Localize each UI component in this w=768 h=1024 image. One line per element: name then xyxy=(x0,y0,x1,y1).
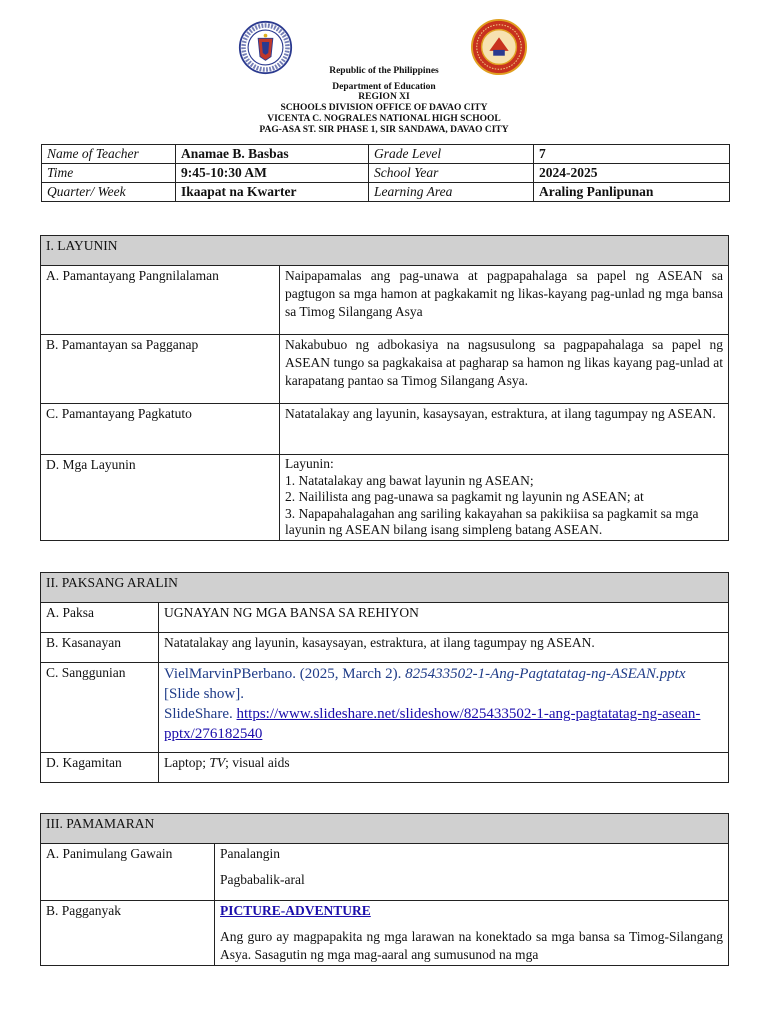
quarter-label: Quarter/ Week xyxy=(42,183,176,202)
section-title-layunin: I. LAYUNIN xyxy=(41,236,729,266)
picture-adventure-heading: PICTURE-ADVENTURE xyxy=(220,903,371,918)
layunin-d-item-2: 2. Naililista ang pag-unawa sa pagkamit ng layunin ng ASEAN; at xyxy=(285,489,644,504)
year-value: 2024-2025 xyxy=(534,164,730,183)
layunin-d-label: D. Mga Layunin xyxy=(41,455,280,541)
paksang-aralin-table xyxy=(40,572,729,783)
kagamitan-post: ; visual aids xyxy=(225,755,290,770)
picture-adventure-text: Ang guro ay magpapakita ng mga larawan na konektado sa mga bansa sa Timog-Silangang Asya. Sasagutin ng mga mag-aaral ang sumusunod na mga xyxy=(220,929,724,962)
reference-title: 825433502-1-Ang-Pagtatatag-ng-ASEAN.pptx xyxy=(405,666,686,682)
header-region: REGION XI xyxy=(358,92,410,102)
quarter-value: Ikaapat na Kwarter xyxy=(176,183,369,202)
pamamaran-a-label: A. Panimulang Gawain xyxy=(41,844,215,901)
reference-author: VielMarvinPBerbano. (2025, March 2). xyxy=(164,666,406,682)
teacher-value: Anamae B. Basbas xyxy=(176,145,369,164)
time-value: 9:45-10:30 AM xyxy=(176,164,369,183)
time-label: Time xyxy=(42,164,176,183)
layunin-d-item-3: 3. Napapahalagahan ang sariling kakayahan sa pakikiisa sa pagkamit sa mga layunin ng ASEAN bilang isang simpleng batang ASEAN. xyxy=(285,505,699,537)
layunin-table xyxy=(40,235,729,541)
teacher-label: Name of Teacher xyxy=(42,145,176,164)
layunin-c-label: C. Pamantayang Pagkatuto xyxy=(41,404,280,455)
layunin-a-label: A. Pamantayang Pangnilalaman xyxy=(41,266,280,335)
layunin-a-text: Naipapamalas ang pag-unawa at pagpapahalaga sa papel ng ASEAN sa pagtugon sa mga hamon at pagkakamit ng likas-kayang pag-unlad ng mga bansa sa Timog Silangang Asya xyxy=(280,266,729,335)
paksa-a-label: A. Paksa xyxy=(41,603,159,633)
header-department: Department of Education xyxy=(332,82,436,92)
paksa-d-cell xyxy=(159,753,729,783)
layunin-d-item-1: 1. Natatalakay ang bawat layunin ng ASEAN; xyxy=(285,472,534,488)
reference-site: SlideShare. xyxy=(164,706,237,722)
layunin-c-text: Natatalakay ang layunin, kasaysayan, estraktura, at ilang tagumpay ng ASEAN. xyxy=(280,404,729,455)
header-division: SCHOOLS DIVISION OFFICE OF DAVAO CITY xyxy=(280,103,488,113)
pamamaran-b-cell xyxy=(215,901,729,966)
panalangin-item: Panalangin xyxy=(220,846,280,861)
area-label: Learning Area xyxy=(369,183,534,202)
header-school: VICENTA C. NOGRALES NATIONAL HIGH SCHOOL xyxy=(267,114,501,124)
section-title-pamamaran: III. PAMAMARAN xyxy=(41,814,729,844)
layunin-b-label: B. Pamantayan sa Pagganap xyxy=(41,335,280,404)
paksa-b-text: Natatalakay ang layunin, kasaysayan, estraktura, at ilang tagumpay ng ASEAN. xyxy=(159,633,729,663)
area-value: Araling Panlipunan xyxy=(534,183,730,202)
year-label: School Year xyxy=(369,164,534,183)
grade-label: Grade Level xyxy=(369,145,534,164)
section-title-paksang-aralin: II. PAKSANG ARALIN xyxy=(41,573,729,603)
pamamaran-a-cell xyxy=(215,844,729,901)
reference-type: [Slide show]. xyxy=(164,686,244,702)
kagamitan-tv: TV xyxy=(209,755,226,770)
teacher-info-table xyxy=(41,144,730,202)
reference-url-link[interactable]: https://www.slideshare.net/slideshow/825433502-1-ang-pagtatatag-ng-asean-pptx/276182540 xyxy=(164,706,701,742)
paksa-d-label: D. Kagamitan xyxy=(41,753,159,783)
paksa-b-label: B. Kasanayan xyxy=(41,633,159,663)
pamamaran-table xyxy=(40,813,729,966)
header-republic: Republic of the Philippines xyxy=(329,66,439,76)
paksa-c-reference xyxy=(159,663,729,753)
header-address: PAG-ASA ST. SIR PHASE 1, SIR SANDAWA, DAVAO CITY xyxy=(259,125,509,135)
paksa-c-label: C. Sanggunian xyxy=(41,663,159,753)
layunin-d-intro: Layunin: xyxy=(285,456,334,471)
kagamitan-pre: Laptop; xyxy=(164,755,210,770)
layunin-b-text: Nakabubuo ng adbokasiya na nagsusulong sa pagpapahalaga sa papel ng ASEAN tungo sa pagkakaisa at pagharap sa hamon ng likas kayang pag-unlad at karapatang pantao sa Timog Silangang Asya. xyxy=(280,335,729,404)
grade-value: 7 xyxy=(534,145,730,164)
pamamaran-b-label: B. Pagganyak xyxy=(41,901,215,966)
pagbabalik-aral-item: Pagbabalik-aral xyxy=(220,872,305,887)
layunin-d-cell xyxy=(280,455,729,541)
paksa-a-text: UGNAYAN NG MGA BANSA SA REHIYON xyxy=(159,603,729,633)
